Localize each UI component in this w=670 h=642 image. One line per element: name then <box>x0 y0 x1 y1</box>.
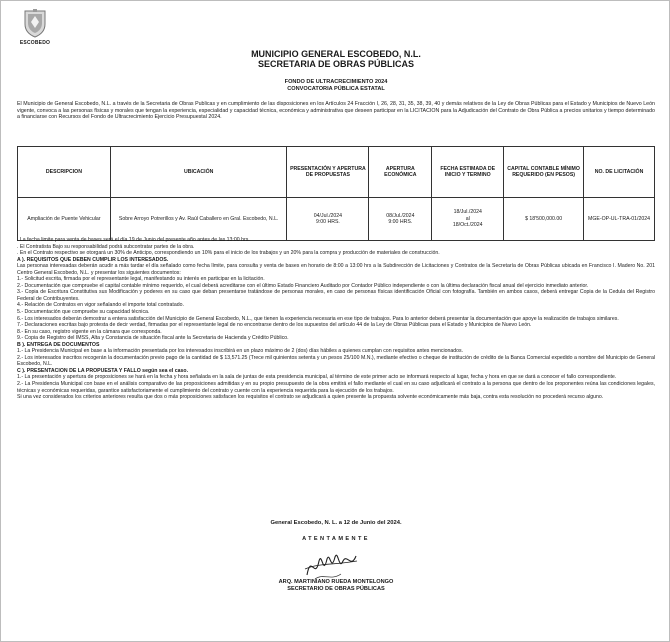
note-line: 3.- Copia de Escritura Constitutiva sus Modificación y poderes en su caso que deban presentarse tratándose de personas morales, en caso de personas físicas identificación Oficial con fotografía. También en ambos casos, deberá entregar Copia de la Cedula del Registro Federal de Contribuyentes. <box>17 289 655 302</box>
signer-block <box>1 579 670 593</box>
col-apertura: APERTURA ECONÓMICA <box>369 147 432 198</box>
note-line: 4.- Relación de Contratos en vigor señalando el importe total contratado. <box>17 302 184 309</box>
note-line: . El Contratista Bajo su responsabilidad podrá subcontratar partes de la obra. <box>17 243 195 250</box>
note-line: 6.- Los interesados deberán demostrar a entera satisfacción del Municipio de General Escobedo, N.L., que tienen la experiencia necesaria en ese tipo de trabajos. Para lo anterior deberá presentar la documentación que apoye la realización de trabajos similares. <box>17 315 619 322</box>
col-presentacion: PRESENTACIÓN Y APERTURA DE PROPUESTAS <box>287 147 369 198</box>
escobedo-logo <box>15 9 55 46</box>
cell-descripcion: Ampliación de Puente Vehicular <box>18 198 111 241</box>
col-ubicacion: UBICACIÓN <box>110 147 287 198</box>
logo-label: ESCOBEDO <box>19 40 51 46</box>
cell-presentacion <box>287 198 369 241</box>
cell-apertura <box>369 198 432 241</box>
note-line: . La fecha limite para venta de bases será el día 19 de Junio del presente año antes de las 13:00 hrs. <box>17 237 250 243</box>
title-line-1: MUNICIPIO GENERAL ESCOBEDO, N.L. <box>251 49 421 59</box>
note-line: 1.- La presentación y apertura de proposiciones se hará en la fecha y hora señalada en la sala de juntas de esta presidencia municipal, al término de este primer acto se informará respecto al lugar, fecha y hora en que se dará a conocer el fallo correspondiente. <box>17 374 617 381</box>
subtitle <box>1 79 670 93</box>
cell-licitacion: MGE-OP-UL-TRA-01/2024 <box>584 198 655 241</box>
page-title <box>1 49 670 69</box>
requirements-body <box>17 237 655 401</box>
apertura-hora: 9:00 HRS. <box>388 219 413 225</box>
note-line: 9.- Copia de Registro del IMSS, Alta y Constancia de situación fiscal ante la Secretaria de Hacienda y Crédito Público. <box>17 335 289 342</box>
table-row <box>18 198 655 241</box>
col-capital: CAPITAL CONTABLE MÍNIMO REQUERIDO (EN PESOS) <box>504 147 584 198</box>
presentacion-hora: 9:00 HRS. <box>315 219 340 225</box>
note-line: Las personas interesadas deberán acudir a más tardar el día señalado como fecha límite, para consulta y venta de bases en horario de 8:00 a 13:00 hrs a la Subdirección de Licitaciones y Contratos de la Secretaría de Obras Públicas ubicada en Francisco I. Madero No. 201 Centro General Escobedo, N.L. y presentar los siguientes documentos: <box>17 263 655 276</box>
note-line: 1.- Solicitud escrita, firmada por el representante legal, manifestando su interés en participar en la licitación. <box>17 276 265 283</box>
note-line: 7.- Declaraciones escritas bajo protesta de decir verdad, firmadas por el representante legal de no encontrarse dentro de los supuestos del artículo 44 de la Ley de Obras Públicas para el Estado y Municipios de Nuevo León. <box>17 322 532 329</box>
note-line: Si una vez considerados los criterios anteriores resulta que dos o más proposiciones satisfacen los requisitos el contrato se adjudicará a quien presente la propuesta solvente económicamente más baja, contra esta resolución no procederá recurso alguno. <box>17 394 604 401</box>
atentamente: ATENTAMENTE <box>302 536 370 542</box>
fecha-al: al <box>465 215 470 222</box>
note-line: 2.- La Presidencia Municipal con base en el análisis comparativo de las proposiciones admitidas y en su propio presupuesto de la obra emitirá el fallo mediante el cual en su caso adjudicará el contrato a la persona que dentro de los proponentes reúna las condiciones legales, técnicas y económicas requeridas, garantice satisfactoriamente el cumplimiento del contrato y cuente con la experiencia requerida para la ejecución de los trabajos. <box>17 381 655 394</box>
note-line: 1.- La Presidencia Municipal en base a la información presentada por los interesados inscribirá en un plazo máximo de 2 (dos) días hábiles a quienes cumplan con requisitos antes mencionados. <box>17 348 464 355</box>
note-line: . En el Contrato respectivo se otorgará un 30% de Anticipo, correspondiendo un 10% para el inicio de los trabajos y un 20% para la compra y producción de materiales de construcción. <box>17 250 440 257</box>
title-line-2: SECRETARIA DE OBRAS PÚBLICAS <box>257 59 414 69</box>
signer-name: ARQ. MARTINIANO RUEDA MONTELONGO <box>278 579 394 585</box>
section-heading: B ). ENTREGA DE DOCUMENTOS <box>17 341 100 348</box>
note-line: 2.- Documentación que compruebe el capital contable mínimo requerido, el cual deberá acreditarse con el último Estado Financiero Auditado por Contador Público independiente o con la última declaración fiscal anual del ejercicio inmediato anterior. <box>17 282 589 289</box>
fecha-inicio: 18/Jul./2024 <box>453 209 482 216</box>
table-header-row <box>18 147 655 198</box>
note-line: 5.- Documentación que compruebe su capacidad técnica. <box>17 309 150 316</box>
fund-line: FONDO DE ULTRACRECIMIENTO 2024 <box>284 79 388 85</box>
col-descripcion: DESCRIPCION <box>18 147 111 198</box>
presentacion-fecha: 04/Jul./2024 <box>313 212 343 219</box>
note-line: 2.- Los interesados inscritos recogerán la documentación previo pago de la cantidad de $ 13,571.25 (Trece mil quinientos setenta y un pesos 25/100 M.N.), mediante efectivo o cheque de institución de crédito de la Banca Comercial expedido a nombre del Municipio de General Escobedo, N.L. <box>17 354 655 368</box>
note-line: 8.- En su caso, registro vigente en la cámara que corresponda. <box>17 328 162 335</box>
apertura-fecha: 08/Jul./2024 <box>386 212 415 219</box>
coat-of-arms-icon <box>22 9 48 39</box>
date-line: General Escobedo, N. L. a 12 de Junio del 2024. <box>270 520 402 526</box>
col-licitacion: NO. DE LICITACIÓN <box>584 147 655 198</box>
intro-paragraph: El Municipio de General Escobedo, N.L. a través de la Secretaria de Obras Publicas y en cumplimiento de las disposiciones en los Artículos 24 Fracción I, 26, 28, 31, 35, 38, 39, 40 y demás relativos de la Ley de Obras Públicas para el Estado y Municipios de Nuevo León vigente, convoca a las personas físicas y morales que tengan la experiencia, especialidad y capacidad técnica, económica y administrativa que deseen participar en la LICITACION para la Adjudicación del Contrato de Obra Pública a precios unitarios y tiempo determinado a financiarse con Recursos del Fondo de Ultracrecimiento Ejercicio Presupuestal 2024. <box>17 101 655 121</box>
col-fecha: FECHA ESTIMADA DE INICIO Y TERMINO <box>432 147 504 198</box>
section-heading: A ). REQUISITOS QUE DEBEN CUMPLIR LOS INTERESADOS. <box>17 256 169 263</box>
tender-table <box>17 146 655 241</box>
section-heading: C ). PRESENTACION DE LA PROPUESTA Y FALLO según sea el caso. <box>17 367 189 374</box>
cell-fecha <box>432 198 504 241</box>
cell-ubicacion: Sobre Arroyo Potrerillos y Av. Raúl Caballero en Gral. Escobedo, N.L. <box>110 198 287 241</box>
cell-capital: $ 18'500,000.00 <box>504 198 584 241</box>
convocatoria-line: CONVOCATORIA PÚBLICA ESTATAL <box>287 86 385 92</box>
fecha-termino: 18/Oct./2024 <box>452 222 483 229</box>
signer-title: SECRETARIO DE OBRAS PÚBLICAS <box>287 586 385 593</box>
